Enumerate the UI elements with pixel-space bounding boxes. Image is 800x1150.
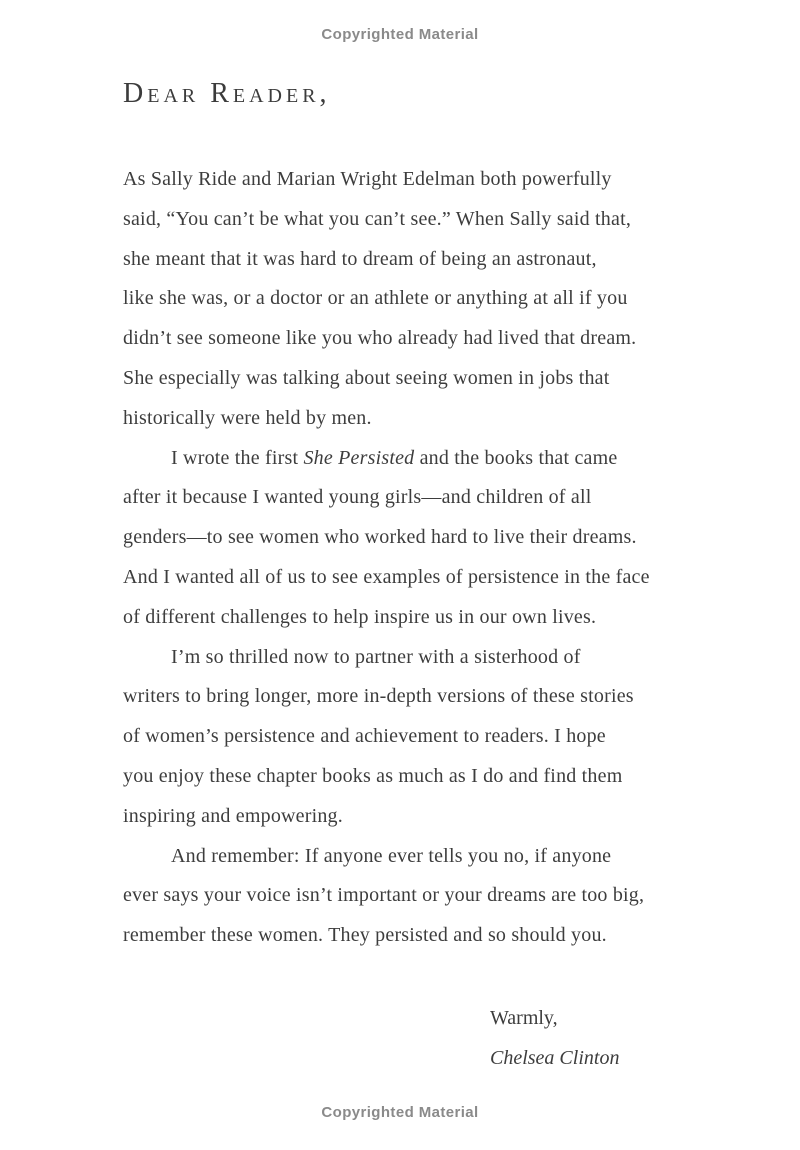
text-segment: she meant that it was hard to dream of being an astronaut, xyxy=(123,247,597,270)
text-segment: And I wanted all of us to see examples of persistence in the face xyxy=(123,565,650,588)
text-line xyxy=(123,598,723,638)
text-segment: remember these women. They persisted and so should you. xyxy=(123,924,607,947)
text-line xyxy=(123,638,723,678)
text-line xyxy=(123,717,723,757)
copyright-notice-top: Copyrighted Material xyxy=(321,26,479,43)
text-segment: didn’t see someone like you who already had lived that dream. xyxy=(123,327,637,350)
book-title-italic: She Persisted xyxy=(303,446,415,469)
text-line xyxy=(123,797,723,837)
text-segment: And remember: If anyone ever tells you no, if anyone xyxy=(171,844,612,867)
text-line xyxy=(123,518,723,558)
text-segment: As Sally Ride and Marian Wright Edelman both powerfully xyxy=(123,168,612,190)
text-segment: like she was, or a doctor or an athlete or anything at all if you xyxy=(123,287,628,310)
text-segment: of different challenges to help inspire us in our own lives. xyxy=(123,605,597,628)
text-segment: She especially was talking about seeing women in jobs that xyxy=(123,366,610,389)
text-line xyxy=(123,399,723,439)
copyright-notice-bottom: Copyrighted Material xyxy=(321,1104,479,1121)
text-line xyxy=(123,757,723,797)
letter-body xyxy=(123,160,723,956)
text-segment: ever says your voice isn’t important or your dreams are too big, xyxy=(123,884,645,907)
text-line xyxy=(123,160,723,200)
text-line xyxy=(123,240,723,280)
text-line xyxy=(123,478,723,518)
text-line xyxy=(123,200,723,240)
text-segment: inspiring and empowering. xyxy=(123,804,343,827)
text-line xyxy=(123,279,723,319)
text-segment: historically were held by men. xyxy=(123,406,372,429)
text-line xyxy=(123,837,723,877)
text-line xyxy=(123,916,723,956)
letter-closing xyxy=(490,998,619,1078)
signature: Chelsea Clinton xyxy=(490,1047,620,1069)
text-segment: said, “You can’t be what you can’t see.” When Sally said that, xyxy=(123,207,632,230)
text-segment: after it because I wanted young girls—and children of all xyxy=(123,486,592,509)
text-segment: and the books that came xyxy=(414,446,618,469)
valediction: Warmly, xyxy=(490,1007,558,1029)
text-line xyxy=(123,359,723,399)
text-segment: I wrote the first xyxy=(171,446,304,469)
text-segment: I’m so thrilled now to partner with a sisterhood of xyxy=(171,645,581,668)
text-line xyxy=(123,439,723,479)
salutation: Dear Reader, xyxy=(123,78,331,109)
text-segment: genders—to see women who worked hard to live their dreams. xyxy=(123,526,637,549)
text-segment: writers to bring longer, more in-depth versions of these stories xyxy=(123,685,634,708)
text-line xyxy=(123,677,723,717)
text-segment: you enjoy these chapter books as much as I do and find them xyxy=(123,764,623,787)
text-segment: of women’s persistence and achievement to readers. I hope xyxy=(123,725,606,748)
text-line xyxy=(123,876,723,916)
text-line xyxy=(123,319,723,359)
text-line xyxy=(123,558,723,598)
